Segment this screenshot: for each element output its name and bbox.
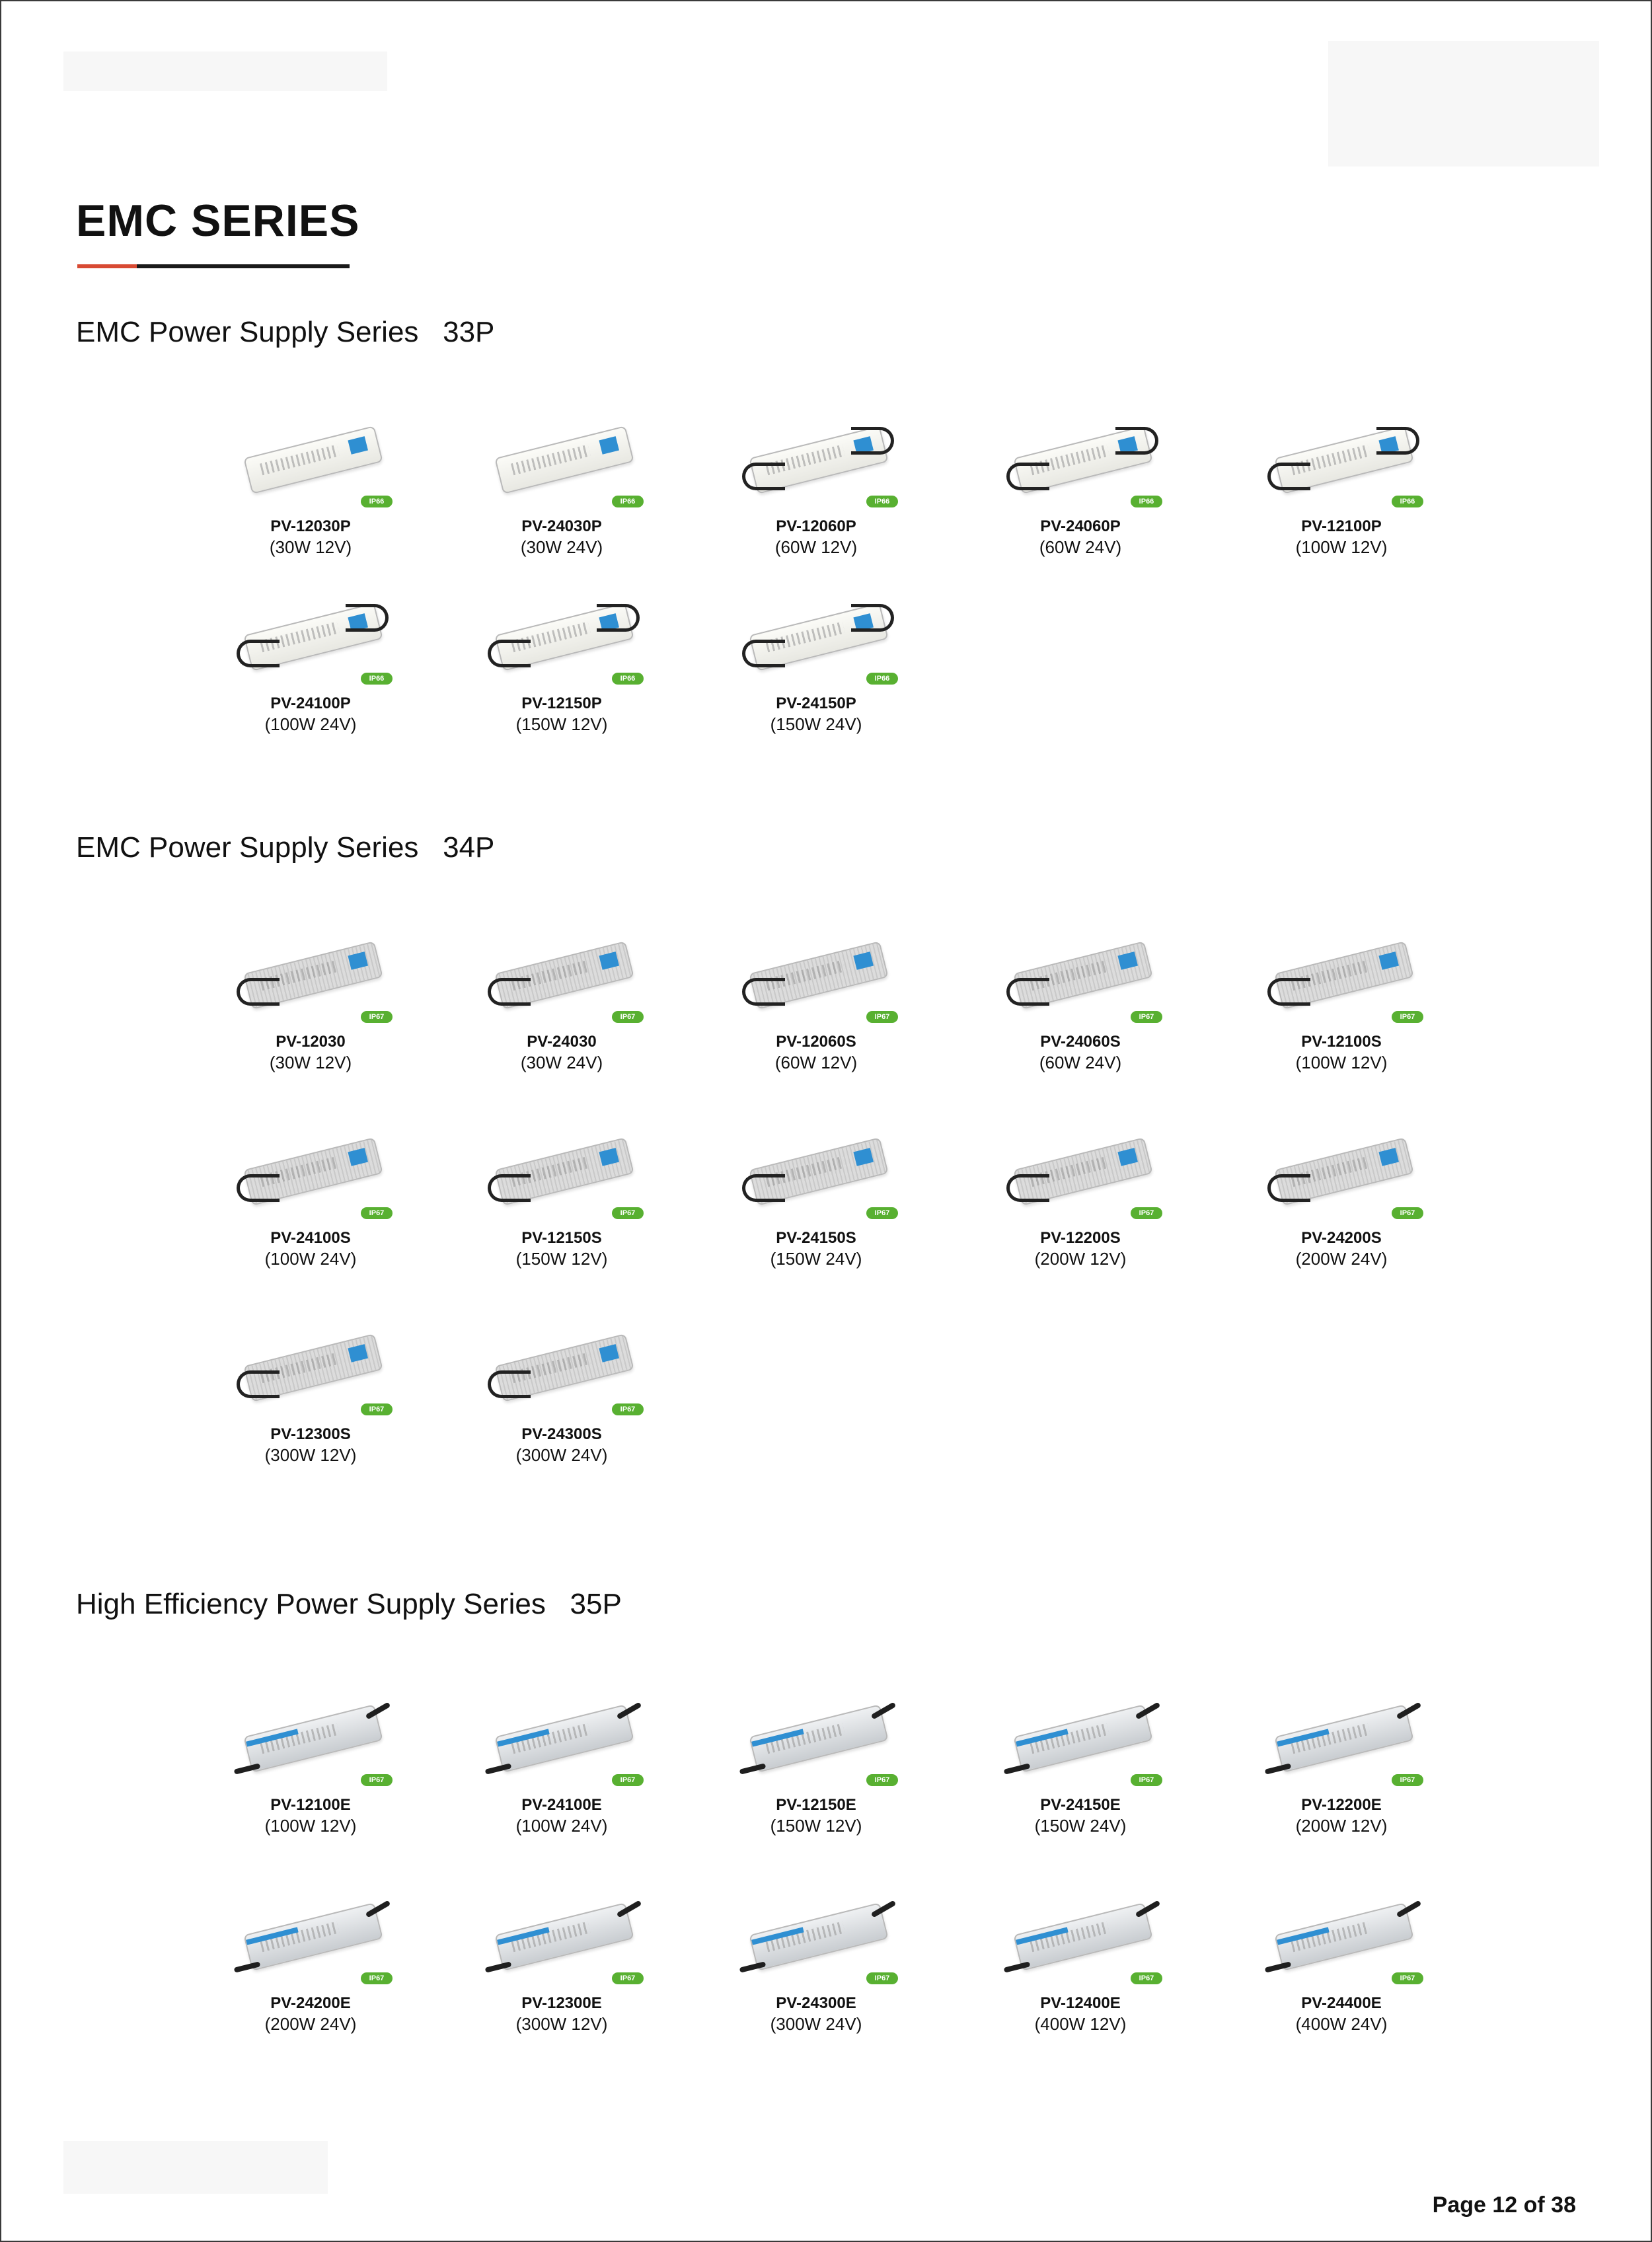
product-card [198, 593, 423, 735]
power-supply-image [476, 416, 648, 509]
product-card [449, 1128, 674, 1269]
product-card [704, 1128, 928, 1269]
product-model: PV-12150E [776, 1796, 856, 1814]
product-spec: (100W 12V) [1295, 1053, 1388, 1072]
power-supply-housing [494, 426, 634, 494]
cable-lead [1004, 1961, 1031, 1972]
product-card [1229, 1128, 1454, 1269]
product-model: PV-24030P [521, 517, 602, 535]
power-supply-image [730, 593, 902, 686]
product-spec: (300W 12V) [515, 2014, 608, 2034]
blue-label-tag [599, 1148, 619, 1166]
product-model: PV-24100E [521, 1796, 602, 1814]
ip-rating-badge: IP67 [612, 1207, 644, 1219]
product-model: PV-24100S [270, 1229, 351, 1247]
power-supply-image [225, 593, 396, 686]
power-supply-housing [1274, 1704, 1413, 1773]
product-card [968, 932, 1193, 1073]
cable-loop [237, 640, 280, 667]
cable-lead [485, 1961, 512, 1972]
power-supply-image [730, 1893, 902, 1986]
product-spec: (150W 12V) [770, 1816, 862, 1836]
product-card [449, 1893, 674, 2035]
ip-rating-badge: IP67 [1131, 1972, 1162, 1984]
cable-loop [742, 463, 785, 490]
page-title: EMC SERIES [76, 196, 360, 246]
ip-rating-badge: IP66 [361, 673, 393, 685]
product-model: PV-24400E [1301, 1994, 1382, 2012]
product-model: PV-12300E [521, 1994, 602, 2012]
product-card [449, 416, 674, 558]
ip-rating-badge: IP67 [612, 1972, 644, 1984]
product-spec: (400W 12V) [1034, 2014, 1127, 2034]
power-supply-image [995, 416, 1166, 509]
power-supply-image [476, 1324, 648, 1417]
cable-lead [234, 1961, 261, 1972]
product-card [198, 932, 423, 1073]
product-card [704, 593, 928, 735]
cable-loop [1267, 978, 1310, 1006]
cable-loop [237, 1370, 280, 1398]
product-spec: (300W 12V) [264, 1445, 357, 1465]
ip-rating-badge: IP67 [866, 1972, 898, 1984]
ip-rating-badge: IP66 [612, 496, 644, 507]
product-card [1229, 1893, 1454, 2035]
product-model: PV-12100E [270, 1796, 351, 1814]
product-model: PV-12200E [1301, 1796, 1382, 1814]
ip-rating-badge: IP66 [612, 673, 644, 685]
product-card [704, 1695, 928, 1836]
product-model: PV-24150S [776, 1229, 856, 1247]
product-card [1229, 1695, 1454, 1836]
product-card [198, 1324, 423, 1466]
section-heading-34p: EMC Power Supply Series 34P [76, 831, 495, 864]
power-supply-image [1256, 1695, 1427, 1787]
cable-loop [488, 1174, 531, 1202]
power-supply-image [730, 1128, 902, 1220]
product-spec: (100W 12V) [1295, 537, 1388, 557]
product-model: PV-24060P [1040, 517, 1121, 535]
product-card [704, 932, 928, 1073]
power-supply-image [225, 1324, 396, 1417]
product-card [449, 1324, 674, 1466]
power-supply-housing [494, 1704, 634, 1773]
product-spec: (30W 12V) [269, 1053, 352, 1072]
product-card [968, 1893, 1193, 2035]
product-model: PV-12060P [776, 517, 856, 535]
power-supply-image [995, 1128, 1166, 1220]
product-spec: (200W 24V) [1295, 1249, 1388, 1269]
cable-loop [851, 604, 894, 632]
cable-lead [739, 1763, 767, 1774]
product-spec: (30W 12V) [269, 537, 352, 557]
ip-rating-badge: IP67 [361, 1972, 393, 1984]
power-supply-housing [749, 1902, 888, 1971]
power-supply-housing [1013, 1704, 1152, 1773]
product-spec: (30W 24V) [520, 537, 603, 557]
cable-loop [1267, 1174, 1310, 1202]
ip-rating-badge: IP67 [361, 1774, 393, 1786]
cable-loop [346, 604, 389, 632]
page-number: Page 12 of 38 [1432, 2192, 1576, 2218]
ip-rating-badge: IP67 [866, 1774, 898, 1786]
ip-rating-badge: IP67 [612, 1774, 644, 1786]
product-card [449, 593, 674, 735]
product-model: PV-24150E [1040, 1796, 1121, 1814]
product-spec: (100W 24V) [264, 714, 357, 734]
cable-loop [1267, 463, 1310, 490]
product-model: PV-24300S [521, 1425, 602, 1443]
product-model: PV-24200E [270, 1994, 351, 2012]
product-spec: (100W 12V) [264, 1816, 357, 1836]
product-spec: (200W 12V) [1034, 1249, 1127, 1269]
product-card [968, 1128, 1193, 1269]
ip-rating-badge: IP67 [1392, 1207, 1423, 1219]
cable-loop [1006, 463, 1049, 490]
ip-rating-badge: IP66 [1392, 496, 1423, 507]
power-supply-housing [749, 1704, 888, 1773]
power-supply-image [225, 1893, 396, 1986]
cable-loop [1006, 978, 1049, 1006]
cable-loop [597, 604, 640, 632]
ip-rating-badge: IP67 [361, 1011, 393, 1023]
power-supply-image [1256, 932, 1427, 1024]
ip-rating-badge: IP67 [361, 1207, 393, 1219]
ip-rating-badge: IP67 [1392, 1972, 1423, 1984]
ip-rating-badge: IP67 [612, 1403, 644, 1415]
cable-loop [1115, 427, 1158, 455]
ip-rating-badge: IP67 [1392, 1774, 1423, 1786]
title-underline-accent [77, 264, 137, 268]
power-supply-image [476, 1695, 648, 1787]
power-supply-image [730, 416, 902, 509]
cable-lead [485, 1763, 512, 1774]
power-supply-image [730, 1695, 902, 1787]
cable-loop [1376, 427, 1419, 455]
power-supply-image [476, 1893, 648, 1986]
power-supply-image [476, 593, 648, 686]
product-spec: (60W 24V) [1039, 537, 1122, 557]
power-supply-image [1256, 1128, 1427, 1220]
product-spec: (300W 24V) [770, 2014, 862, 2034]
product-card [968, 1695, 1193, 1836]
blue-label-tag [853, 1148, 874, 1166]
product-card [198, 1695, 423, 1836]
product-card [449, 1695, 674, 1836]
product-model: PV-12150P [521, 694, 602, 712]
blue-label-tag [348, 1148, 368, 1166]
cable-loop [488, 978, 531, 1006]
product-spec: (30W 24V) [520, 1053, 603, 1072]
blue-label-tag [853, 952, 874, 970]
power-supply-image [225, 932, 396, 1024]
product-card [1229, 416, 1454, 558]
ip-rating-badge: IP67 [866, 1207, 898, 1219]
cable-loop [742, 640, 785, 667]
ip-rating-badge: IP66 [866, 496, 898, 507]
product-model: PV-12060S [776, 1033, 856, 1051]
product-model: PV-24030 [527, 1033, 597, 1051]
product-card [449, 932, 674, 1073]
ip-rating-badge: IP66 [866, 673, 898, 685]
blue-label-tag [599, 952, 619, 970]
product-card [198, 1128, 423, 1269]
power-supply-housing [1013, 1902, 1152, 1971]
power-supply-image [225, 1695, 396, 1787]
cable-loop [742, 978, 785, 1006]
product-spec: (200W 12V) [1295, 1816, 1388, 1836]
cable-lead [1265, 1763, 1292, 1774]
product-spec: (60W 12V) [774, 1053, 858, 1072]
power-supply-image [1256, 1893, 1427, 1986]
section-heading-35p: High Efficiency Power Supply Series 35P [76, 1588, 622, 1620]
product-model: PV-12100S [1301, 1033, 1382, 1051]
cable-loop [742, 1174, 785, 1202]
ip-rating-badge: IP67 [612, 1011, 644, 1023]
product-spec: (200W 24V) [264, 2014, 357, 2034]
power-supply-image [995, 1893, 1166, 1986]
product-model: PV-24300E [776, 1994, 856, 2012]
spec-label-strip [511, 445, 591, 475]
product-model: PV-12300S [270, 1425, 351, 1443]
product-spec: (150W 24V) [1034, 1816, 1127, 1836]
power-supply-image [476, 932, 648, 1024]
cable-lead [234, 1763, 261, 1774]
cable-loop [237, 1174, 280, 1202]
product-spec: (100W 24V) [515, 1816, 608, 1836]
power-supply-housing [1274, 1902, 1413, 1971]
power-supply-image [476, 1128, 648, 1220]
power-supply-image [225, 416, 396, 509]
blue-label-tag [1117, 952, 1138, 970]
cable-lead [739, 1961, 767, 1972]
product-card [198, 416, 423, 558]
product-model: PV-24150P [776, 694, 856, 712]
product-spec: (100W 24V) [264, 1249, 357, 1269]
product-spec: (400W 24V) [1295, 2014, 1388, 2034]
power-supply-housing [494, 1902, 634, 1971]
cable-loop [851, 427, 894, 455]
ip-rating-badge: IP67 [1131, 1011, 1162, 1023]
product-model: PV-24200S [1301, 1229, 1382, 1247]
cable-lead [1004, 1763, 1031, 1774]
product-spec: (150W 12V) [515, 714, 608, 734]
product-card [704, 416, 928, 558]
ip-rating-badge: IP67 [361, 1403, 393, 1415]
power-supply-housing [243, 1902, 383, 1971]
product-spec: (300W 24V) [515, 1445, 608, 1465]
power-supply-image [995, 1695, 1166, 1787]
cable-loop [1006, 1174, 1049, 1202]
blue-label-tag [599, 1344, 619, 1363]
cable-loop [488, 640, 531, 667]
product-spec: (150W 24V) [770, 1249, 862, 1269]
product-card [198, 1893, 423, 2035]
blue-label-tag [348, 436, 368, 455]
blue-label-tag [348, 1344, 368, 1363]
ip-rating-badge: IP67 [1392, 1011, 1423, 1023]
product-model: PV-12100P [1301, 517, 1382, 535]
power-supply-image [1256, 416, 1427, 509]
product-model: PV-12030 [276, 1033, 346, 1051]
product-spec: (150W 12V) [515, 1249, 608, 1269]
product-spec: (60W 12V) [774, 537, 858, 557]
product-card [968, 416, 1193, 558]
blue-label-tag [1117, 1148, 1138, 1166]
ip-rating-badge: IP67 [1131, 1207, 1162, 1219]
product-card [1229, 932, 1454, 1073]
product-model: PV-12400E [1040, 1994, 1121, 2012]
power-supply-image [225, 1128, 396, 1220]
cable-lead [1265, 1961, 1292, 1972]
product-card [704, 1893, 928, 2035]
product-model: PV-24100P [270, 694, 351, 712]
product-model: PV-24060S [1040, 1033, 1121, 1051]
spec-label-strip [260, 445, 340, 475]
blue-label-tag [1378, 952, 1399, 970]
section-heading-33p: EMC Power Supply Series 33P [76, 316, 495, 348]
product-spec: (150W 24V) [770, 714, 862, 734]
title-underline [77, 264, 350, 268]
power-supply-housing [243, 426, 383, 494]
product-model: PV-12030P [270, 517, 351, 535]
cable-loop [237, 978, 280, 1006]
ip-rating-badge: IP66 [1131, 496, 1162, 507]
blue-label-tag [1378, 1148, 1399, 1166]
ip-rating-badge: IP66 [361, 496, 393, 507]
product-spec: (60W 24V) [1039, 1053, 1122, 1072]
cable-loop [488, 1370, 531, 1398]
power-supply-housing [243, 1704, 383, 1773]
footer-left-placeholder [63, 2141, 328, 2194]
product-model: PV-12200S [1040, 1229, 1121, 1247]
ip-rating-badge: IP67 [866, 1011, 898, 1023]
blue-label-tag [599, 436, 619, 455]
header-left-placeholder [63, 52, 387, 91]
product-model: PV-12150S [521, 1229, 602, 1247]
header-logo-placeholder [1328, 41, 1599, 167]
blue-label-tag [348, 952, 368, 970]
ip-rating-badge: IP67 [1131, 1774, 1162, 1786]
power-supply-image [995, 932, 1166, 1024]
power-supply-image [730, 932, 902, 1024]
